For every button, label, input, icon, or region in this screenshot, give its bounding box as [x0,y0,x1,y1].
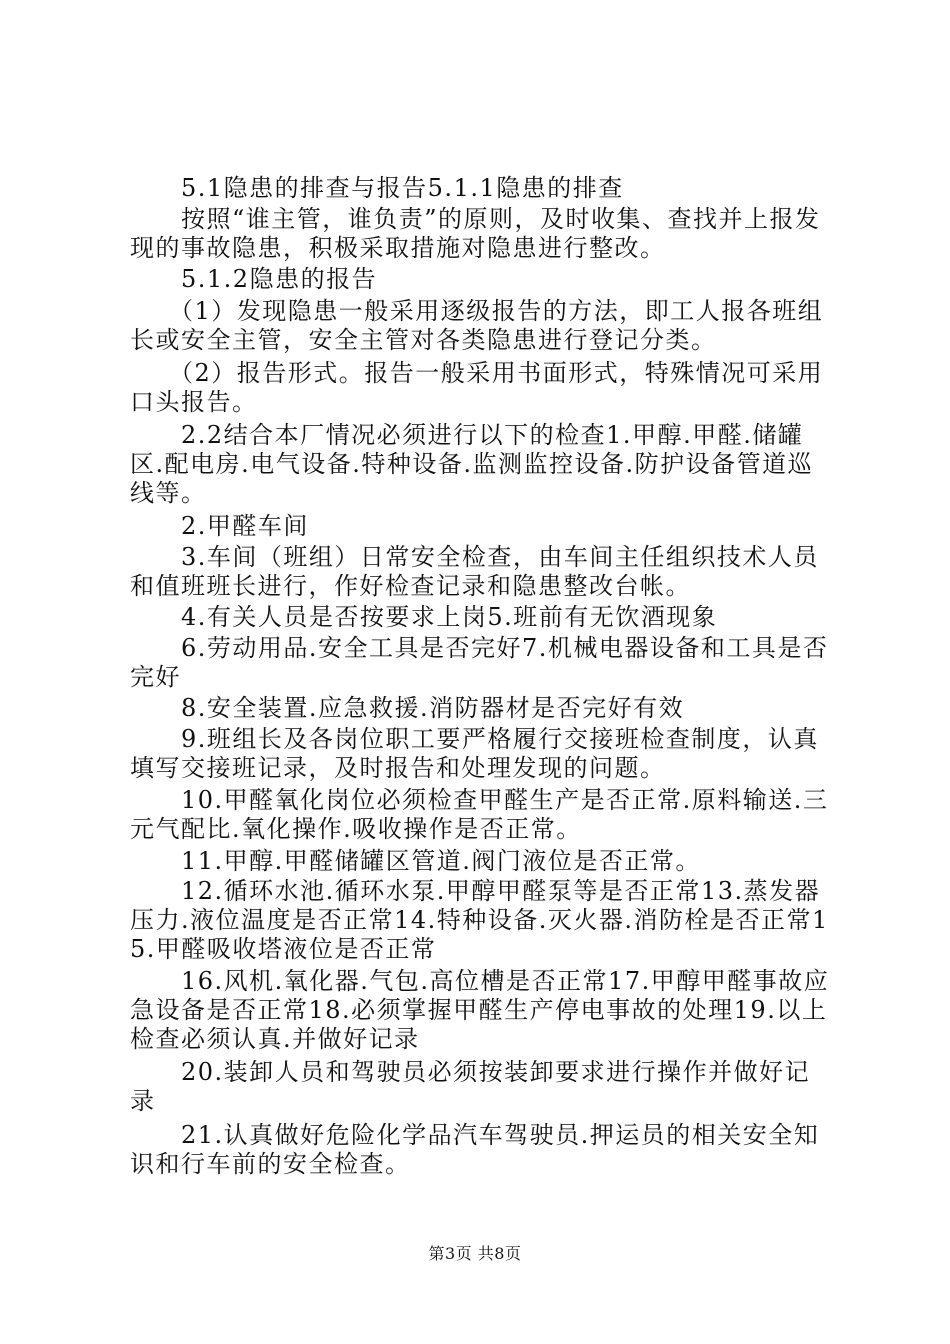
paragraph-report-form: （2）报告形式。报告一般采用书面形式，特殊情况可采用口头报告。 [130,359,824,416]
paragraph-item-10: 10.甲醛氧化岗位必须检查甲醛生产是否正常.原料输送.三元气配比.氧化操作.吸收操作是否正常。 [130,786,829,843]
paragraph-5-1: 5.1隐患的排查与报告5.1.1隐患的排查 [130,174,624,202]
paragraph-5-1-2: 5.1.2隐患的报告 [130,265,378,293]
paragraph-item-20: 20.装卸人员和驾驶员必须按装卸要求进行操作并做好记录 [130,1058,811,1115]
paragraph-item-12-15: 12.循环水池.循环水泵.甲醇甲醛泵等是否正常13.蒸发器压力.液位温度是否正常14.特种设备.灭火器.消防栓是否正常15.甲醛吸收塔液位是否正常 [130,877,829,963]
paragraph-item-3: 3.车间（班组）日常安全检查，由车间主任组织技术人员和值班班长进行，作好检查记录和隐患整改台帐。 [130,543,819,600]
paragraph-item-6-7: 6.劳动用品.安全工具是否完好7.机械电器设备和工具是否完好 [130,634,829,691]
paragraph-item-4-5: 4.有关人员是否按要求上岗5.班前有无饮酒现象 [130,603,718,631]
paragraph-item-16-19: 16.风机.氧化器.气包.高位槽是否正常17.甲醇甲醛事故应急设备是否正常18.必须掌握甲醛生产停电事故的处理19.以上检查必须认真.并做好记录 [130,967,830,1053]
page-footer: 第3页 共8页 [428,1244,522,1263]
paragraph-principle: 按照“谁主管，谁负责”的原则，及时收集、查找并上报发现的事故隐患，积极采取措施对隐患进行整改。 [130,205,821,262]
paragraph-item-8: 8.安全装置.应急救援.消防器材是否完好有效 [130,694,685,722]
paragraph-item-2: 2.甲醛车间 [130,512,309,540]
paragraph-item-21: 21.认真做好危险化学品汽车驾驶员.押运员的相关安全知识和行车前的安全检查。 [130,1121,820,1178]
paragraph-item-9: 9.班组长及各岗位职工要严格履行交接班检查制度，认真填写交接班记录，及时报告和处理发现的问题。 [130,725,819,782]
paragraph-report-method: （1）发现隐患一般采用逐级报告的方法，即工人报各班组长或安全主管，安全主管对各类隐患进行登记分类。 [130,297,824,354]
paragraph-2-2: 2.2结合本厂情况必须进行以下的检查1.甲醇.甲醛.储罐区.配电房.电气设备.特种设备.监测监控设备.防护设备管道巡线等。 [130,421,814,507]
paragraph-item-11: 11.甲醇.甲醛储罐区管道.阀门液位是否正常。 [130,847,701,875]
